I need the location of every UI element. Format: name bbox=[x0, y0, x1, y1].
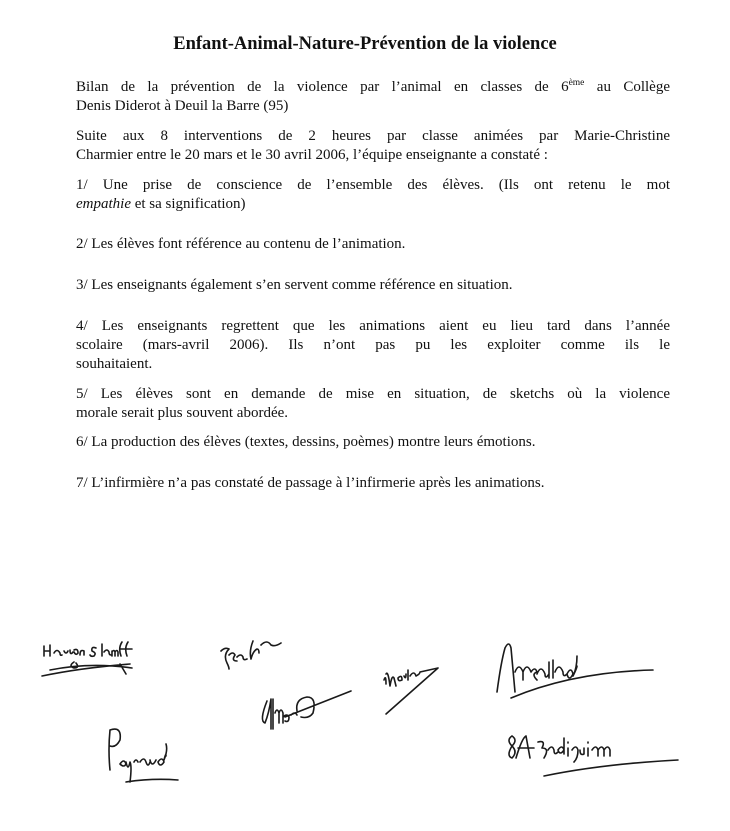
signature-maillard bbox=[493, 632, 673, 707]
point-7: 7/ L’infirmière n’a pas constaté de passage à l’infirmerie après les animations. bbox=[76, 475, 545, 491]
point-3: 3/ Les enseignants également s’en servent comme référence en situation. bbox=[76, 277, 513, 293]
point-4-line-3: souhaitaient. bbox=[76, 356, 153, 372]
point-4-line-2: scolaire (mars-avril 2006). Ils n’ont pas pu les exploiter comme ils le bbox=[76, 337, 670, 353]
intro-text-end: au Collège bbox=[584, 79, 670, 95]
point-5 bbox=[76, 385, 670, 423]
intro-paragraph bbox=[76, 78, 670, 116]
intro-line-1 bbox=[76, 78, 670, 97]
context-line-2: Charmier entre le 20 mars et le 30 avril 2006, l’équipe enseignante a constaté : bbox=[76, 147, 548, 163]
italic-word: empathie bbox=[76, 196, 131, 212]
ordinal-superscript: ème bbox=[568, 78, 585, 88]
point-2: 2/ Les élèves font référence au contenu de l’animation. bbox=[76, 236, 406, 252]
intro-line-2: Denis Diderot à Deuil la Barre (95) bbox=[76, 98, 289, 114]
point-1-line-2 bbox=[76, 195, 670, 214]
context-paragraph bbox=[76, 127, 670, 165]
point-1-rest: et sa signification) bbox=[130, 196, 246, 212]
point-4-line-1: 4/ Les enseignants regrettent que les animations aient eu lieu tard dans l’année bbox=[76, 318, 670, 334]
signature-s-azadiguian bbox=[502, 730, 682, 785]
intro-text: Bilan de la prévention de la violence par l’animal en classes de 6 bbox=[76, 79, 569, 95]
point-5-line-2: morale serait plus souvent abordée. bbox=[76, 405, 289, 421]
signature-3 bbox=[255, 683, 365, 748]
signature-2 bbox=[215, 635, 305, 685]
point-1-line-1: 1/ Une prise de conscience de l’ensemble des élèves. (Ils ont retenu le mot bbox=[76, 177, 670, 193]
signature-peyraud bbox=[102, 724, 212, 799]
context-line-1: Suite aux 8 interventions de 2 heures par classe animées par Marie-Christine bbox=[76, 128, 670, 144]
document-title: Enfant-Animal-Nature-Prévention de la violence bbox=[173, 34, 557, 54]
signature-4 bbox=[378, 660, 458, 725]
point-5-line-1: 5/ Les élèves sont en demande de mise en situation, de sketchs où la violence bbox=[76, 386, 670, 402]
point-6: 6/ La production des élèves (textes, dessins, poèmes) montre leurs émotions. bbox=[76, 434, 536, 450]
point-1 bbox=[76, 176, 670, 214]
point-4 bbox=[76, 317, 670, 374]
signature-marion-stamff bbox=[40, 640, 170, 685]
